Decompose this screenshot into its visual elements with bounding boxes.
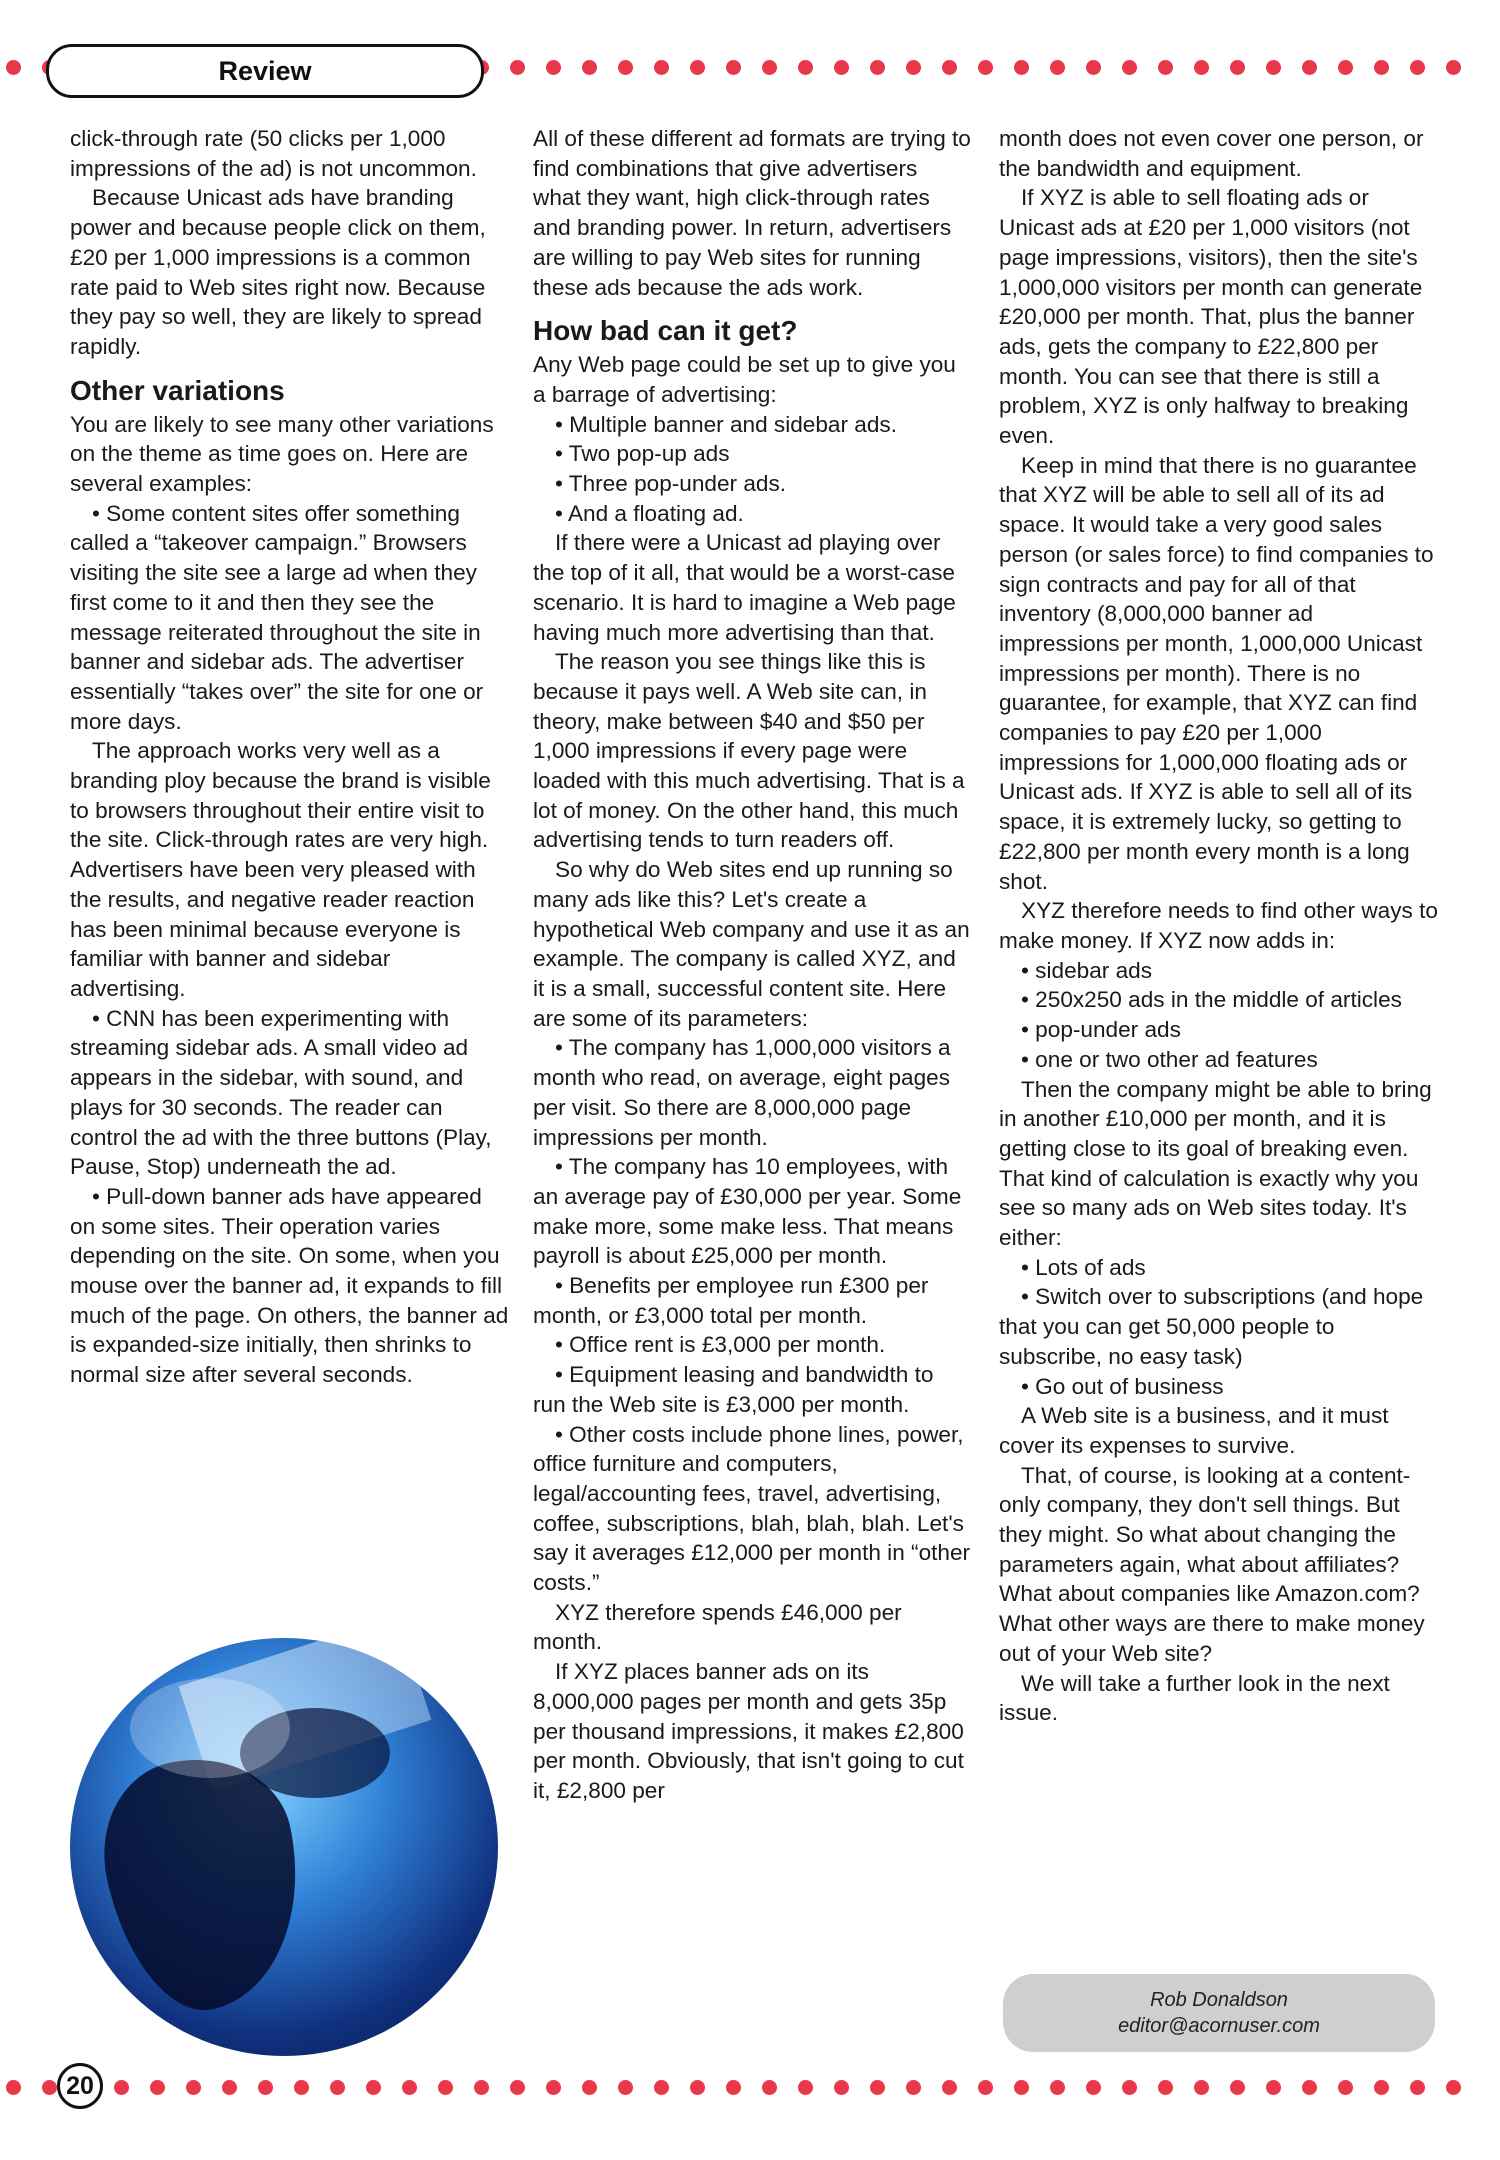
border-dot (978, 2080, 993, 2095)
border-dot (1410, 60, 1425, 75)
border-dot (1374, 60, 1389, 75)
section-label: Review (218, 55, 312, 86)
subheading-other-variations: Other variations (70, 374, 285, 406)
bullet-paragraph: • CNN has been experimenting with streaming sidebar ads. A small video ad appears in the sidebar, with sound, and plays for 30 seconds. The reader can control the ad with the three buttons (Play, Pause, Stop) underneath the ad. (70, 1005, 492, 1180)
author-signature-box (1003, 1974, 1435, 2052)
border-dot (294, 2080, 309, 2095)
border-dot (1374, 2080, 1389, 2095)
paragraph: Because Unicast ads have branding power and because people click on them, £20 per 1,000 impressions is a common rate paid to Web sites right now. Because they pay so well, they are likely to spread rapidly. (70, 185, 486, 359)
section-header-tab (46, 44, 484, 98)
paragraph: If XYZ places banner ads on its 8,000,000 pages per month and gets 35p per thousand impressions, it makes £2,800 per month. Obviously, that isn't going to cut it, £2,800 per (533, 1659, 964, 1803)
page-number-label: 20 (66, 2071, 94, 2100)
border-dot (42, 2080, 57, 2095)
border-dot (150, 2080, 165, 2095)
border-dot (942, 60, 957, 75)
list-item: • And a floating ad. (555, 500, 744, 526)
bullet-paragraph: • Some content sites offer something called a “takeover campaign.” Browsers visiting the site see a large ad when they first come to it and then they see the message reiterated throughout the site in banner and sidebar ads. The advertiser essentially “takes over” the site for one or more days. (70, 500, 484, 734)
page-number (57, 2063, 103, 2109)
list-item: • Multiple banner and sidebar ads. (555, 411, 898, 437)
list-item: • Go out of business (1021, 1373, 1224, 1399)
article-column-1 (70, 124, 512, 1390)
border-dot (942, 2080, 957, 2095)
bullet-paragraph: • Office rent is £3,000 per month. (555, 1332, 886, 1358)
border-dot (834, 60, 849, 75)
border-dot (834, 2080, 849, 2095)
bottom-dot-border (0, 2080, 1500, 2095)
paragraph: All of these different ad formats are trying to find combinations that give advertisers what they want, high click-through rates and branding power. In return, advertisers are willing to pay Web sites for running these ads because the ads work. (533, 126, 971, 300)
bullet-paragraph: • Benefits per employee run £300 per month, or £3,000 total per month. (533, 1273, 929, 1328)
border-dot (654, 2080, 669, 2095)
border-dot (726, 2080, 741, 2095)
border-dot (186, 2080, 201, 2095)
border-dot (1158, 2080, 1173, 2095)
paragraph: If there were a Unicast ad playing over the top of it all, that would be a worst-case scenario. It is hard to imagine a Web page having much more advertising than that. (533, 530, 956, 645)
border-dot (1122, 60, 1137, 75)
paragraph: click-through rate (50 clicks per 1,000 impressions of the ad) is not uncommon. (70, 126, 477, 181)
border-dot (1014, 60, 1029, 75)
border-dot (546, 60, 561, 75)
paragraph: XYZ therefore spends £46,000 per month. (533, 1599, 902, 1655)
border-dot (1194, 2080, 1209, 2095)
border-dot (690, 60, 705, 75)
border-dot (726, 60, 741, 75)
list-item: • Switch over to subscriptions (and hope that you can get 50,000 people to subscribe, no easy task) (999, 1284, 1424, 1369)
subheading-how-bad: How bad can it get? (533, 315, 798, 347)
border-dot (798, 2080, 813, 2095)
border-dot (582, 2080, 597, 2095)
border-dot (1050, 2080, 1065, 2095)
border-dot (1338, 2080, 1353, 2095)
article-column-3 (999, 124, 1439, 1728)
bullet-paragraph: • Other costs include phone lines, power, office furniture and computers, legal/accounting fees, travel, advertising, coffee, subscriptions, blah, blah, blah. Let's say it averages £12,000 per month in “other costs.” (533, 1421, 971, 1596)
border-dot (618, 60, 633, 75)
list-item: • Two pop-up ads (555, 441, 730, 467)
list-item: • pop-under ads (1021, 1017, 1181, 1043)
border-dot (258, 2080, 273, 2095)
border-dot (1302, 2080, 1317, 2095)
author-email: editor@acornuser.com (1118, 2015, 1320, 2037)
border-dot (366, 2080, 381, 2095)
border-dot (654, 60, 669, 75)
border-dot (1122, 2080, 1137, 2095)
border-dot (1230, 60, 1245, 75)
paragraph: Then the company might be able to bring in another £10,000 per month, and it is getting close to its goal of breaking even. That kind of calculation is exactly why you see so many ads on Web sites today. It's either: (999, 1076, 1432, 1251)
border-dot (546, 2080, 561, 2095)
border-dot (510, 2080, 525, 2095)
border-dot (1410, 2080, 1425, 2095)
paragraph: We will take a further look in the next issue. (999, 1670, 1390, 1726)
border-dot (1230, 2080, 1245, 2095)
border-dot (1050, 60, 1065, 75)
paragraph: You are likely to see many other variations on the theme as time goes on. Here are several examples: (70, 411, 494, 497)
paragraph: Any Web page could be set up to give you a barrage of advertising: (533, 352, 956, 407)
list-item: • one or two other ad features (1021, 1046, 1318, 1072)
border-dot (906, 2080, 921, 2095)
border-dot (762, 2080, 777, 2095)
border-dot (1194, 60, 1209, 75)
list-item: • 250x250 ads in the middle of articles (1021, 987, 1402, 1013)
paragraph: The reason you see things like this is because it pays well. A Web site can, in theory, make between $40 and $50 per 1,000 impressions if every page were loaded with this much advertising. That is a lot of money. On the other hand, this much advertising tends to turn readers off. (533, 649, 965, 853)
border-dot (6, 2080, 21, 2095)
paragraph: That, of course, is looking at a content-only company, they don't sell things. But they might. So what about changing the parameters again, what about affiliates? What about companies like Amazon.com? What other ways are there to make money out of your Web site? (999, 1462, 1425, 1666)
border-dot (798, 60, 813, 75)
border-dot (1086, 60, 1101, 75)
border-dot (222, 2080, 237, 2095)
border-dot (438, 2080, 453, 2095)
paragraph: So why do Web sites end up running so many ads like this? Let's create a hypothetical Web company and use it as an example. The company is called XYZ, and it is a small, successful content site. Here are some of its parameters: (533, 857, 970, 1031)
border-dot (870, 60, 885, 75)
border-dot (762, 60, 777, 75)
paragraph: Keep in mind that there is no guarantee that XYZ will be able to sell all of its ad space. It would take a very good sales person (or sales force) to find companies to sign contracts and pay for all of that inventory (8,000,000 banner ad impressions per month, 1,000,000 Unicast impressions per month). There is no guarantee, for example, that XYZ can find companies to pay £20 per 1,000 impressions for 1,000,000 floating ads or Unicast ads. If XYZ is able to sell all of its space, it is extremely lucky, so getting to £22,800 per month every month is a long shot. (999, 452, 1434, 894)
border-dot (690, 2080, 705, 2095)
border-dot (402, 2080, 417, 2095)
border-dot (1338, 60, 1353, 75)
border-dot (1446, 2080, 1461, 2095)
paragraph: If XYZ is able to sell floating ads or Unicast ads at £20 per 1,000 visitors (not page impressions, visitors), then the site's 1,000,000 visitors per month can generate £20,000 per month. That, plus the banner ads, gets the company to £22,800 per month. You can see that there is still a problem, XYZ is only halfway to breaking even. (999, 185, 1423, 449)
border-dot (978, 60, 993, 75)
border-dot (1302, 60, 1317, 75)
border-dot (1014, 2080, 1029, 2095)
bullet-paragraph: • Equipment leasing and bandwidth to run the Web site is £3,000 per month. (533, 1362, 934, 1417)
border-dot (330, 2080, 345, 2095)
border-dot (1158, 60, 1173, 75)
border-dot (6, 60, 21, 75)
paragraph: XYZ therefore needs to find other ways to make money. If XYZ now adds in: (999, 898, 1438, 953)
bullet-paragraph: • Pull-down banner ads have appeared on some sites. Their operation varies depending on the site. On some, when you mouse over the banner ad, it expands to fill much of the page. On others, the banner ad is expanded-size initially, then shrinks to normal size after several seconds. (70, 1183, 509, 1388)
paragraph: A Web site is a business, and it must cover its expenses to survive. (999, 1403, 1389, 1458)
article-column-2 (533, 124, 971, 1806)
border-dot (1446, 60, 1461, 75)
paragraph: The approach works very well as a branding ploy because the brand is visible to browsers throughout their entire visit to the site. Click-through rates are very high. Advertisers have been very pleased with the results, and negative reader reaction has been minimal because everyone is familiar with banner and sidebar advertising. (70, 738, 491, 1001)
border-dot (906, 60, 921, 75)
border-dot (114, 2080, 129, 2095)
list-item: • Three pop-under ads. (555, 471, 787, 497)
border-dot (582, 60, 597, 75)
border-dot (1266, 2080, 1281, 2095)
globe-money-illustration (70, 1638, 498, 2056)
border-dot (474, 2080, 489, 2095)
border-dot (1266, 60, 1281, 75)
border-dot (870, 2080, 885, 2095)
bullet-paragraph: • The company has 10 employees, with an average pay of £30,000 per year. Some make more, some make less. That means payroll is about £25,000 per month. (533, 1154, 962, 1269)
border-dot (618, 2080, 633, 2095)
list-item: • Lots of ads (1021, 1254, 1146, 1280)
list-item: • sidebar ads (1021, 957, 1152, 983)
border-dot (1086, 2080, 1101, 2095)
paragraph: month does not even cover one person, or the bandwidth and equipment. (999, 126, 1424, 181)
border-dot (510, 60, 525, 75)
bullet-paragraph: • The company has 1,000,000 visitors a month who read, on average, eight pages per visit. So there are 8,000,000 page impressions per month. (533, 1035, 951, 1150)
author-name: Rob Donaldson (1150, 1989, 1288, 2011)
